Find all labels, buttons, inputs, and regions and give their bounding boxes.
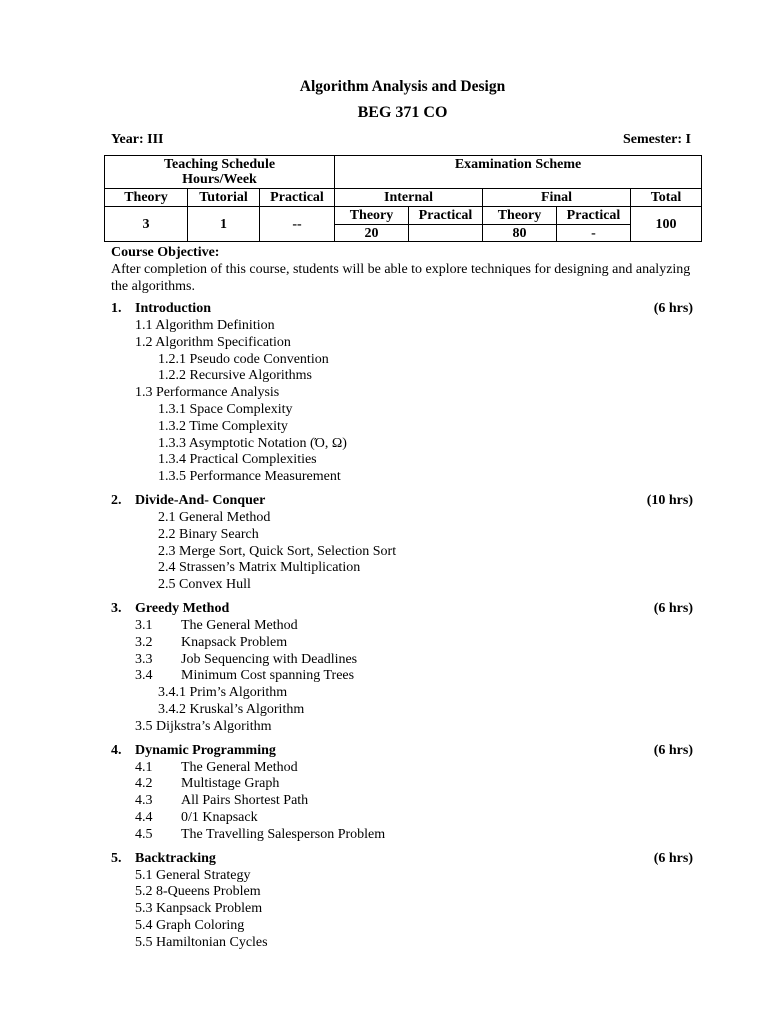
item-text: 2.2 Binary Search: [158, 526, 259, 542]
item-number: 4.1: [135, 759, 153, 775]
list-item: [111, 635, 693, 652]
item-text: Job Sequencing with Deadlines: [181, 651, 358, 667]
item-number: 3.2: [135, 634, 153, 650]
item-number: 3.3: [135, 651, 153, 667]
item-text: The General Method: [181, 617, 298, 633]
objective-heading: Course Objective:: [111, 245, 220, 260]
item-text: 1.3.3 Asymptotic Notation (Ό, Ω): [158, 435, 347, 451]
list-item: [111, 469, 693, 486]
practical-header: Practical: [260, 189, 335, 207]
list-item: [111, 918, 693, 935]
syllabus-units: [111, 301, 693, 959]
item-text: 1.2.1 Pseudo code Convention: [158, 351, 329, 367]
tutorial-header: Tutorial: [188, 189, 260, 207]
list-item: [111, 436, 693, 453]
list-item: [111, 810, 693, 827]
schedule-table: [104, 155, 702, 242]
final-practical-header: Practical: [557, 207, 631, 225]
item-text: 1.2.2 Recursive Algorithms: [158, 368, 312, 384]
list-item: [111, 318, 693, 335]
item-text: 2.3 Merge Sort, Quick Sort, Selection Sort: [158, 543, 397, 559]
item-text: The Travelling Salesperson Problem: [181, 826, 386, 842]
item-number: 4.2: [135, 776, 153, 792]
list-item: [111, 719, 693, 736]
unit-hours: (6 hrs): [653, 600, 693, 616]
item-text: 3.4.2 Kruskal’s Algorithm: [158, 701, 305, 717]
unit-heading: [111, 601, 693, 618]
item-text: 1.3.1 Space Complexity: [158, 401, 293, 417]
list-item: [111, 402, 693, 419]
course-objective: [111, 245, 691, 295]
list-item: [111, 884, 693, 901]
unit-heading: [111, 493, 693, 510]
list-item: [111, 868, 693, 885]
theory-header: Theory: [105, 189, 188, 207]
item-text: 1.3.4 Practical Complexities: [158, 452, 317, 468]
item-text: All Pairs Shortest Path: [181, 793, 309, 809]
unit-number: 2.: [111, 492, 122, 508]
semester-label: Semester: I: [622, 132, 691, 147]
list-item: [111, 652, 693, 669]
unit-heading: [111, 851, 693, 868]
item-text: 5.3 Kanpsack Problem: [135, 901, 263, 917]
syllabus-unit: [111, 301, 693, 486]
syllabus-unit: [111, 601, 693, 736]
year-semester-line: [111, 132, 691, 149]
item-text: Knapsack Problem: [181, 634, 288, 650]
final-practical-marks: -: [557, 225, 631, 242]
unit-title: Introduction: [135, 301, 211, 316]
syllabus-unit: [111, 743, 693, 844]
course-title: Algorithm Analysis and Design: [299, 78, 506, 95]
unit-hours: (6 hrs): [653, 301, 693, 316]
item-number: 4.5: [135, 826, 153, 842]
item-text: The General Method: [181, 759, 298, 775]
unit-title: Dynamic Programming: [135, 742, 276, 758]
item-text: 1.3 Performance Analysis: [135, 385, 280, 401]
teaching-schedule-header: [105, 156, 335, 189]
syllabus-unit: [111, 493, 693, 594]
item-text: 3.5 Dijkstra’s Algorithm: [135, 718, 272, 734]
hours-week-label: Hours/Week: [182, 172, 257, 187]
list-item: [111, 527, 693, 544]
list-item: [111, 544, 693, 561]
item-number: 4.4: [135, 809, 153, 825]
list-item: [111, 368, 693, 385]
item-text: 1.1 Algorithm Definition: [135, 318, 275, 333]
unit-number: 4.: [111, 742, 122, 758]
item-text: 2.4 Strassen’s Matrix Multiplication: [158, 560, 361, 576]
unit-heading: [111, 743, 693, 760]
unit-hours: (10 hrs): [646, 492, 693, 508]
theory-hours-cell: 3: [105, 207, 188, 242]
list-item: [111, 510, 693, 527]
item-text: 1.3.5 Performance Measurement: [158, 469, 341, 485]
table-header-row-1: [105, 156, 702, 189]
unit-title: Greedy Method: [135, 600, 230, 616]
item-text: 1.2 Algorithm Specification: [135, 334, 291, 350]
item-text: 1.3.2 Time Complexity: [158, 418, 288, 434]
practical-hours-cell: --: [260, 207, 335, 242]
final-theory-marks: 80: [483, 225, 557, 242]
list-item: [111, 385, 693, 402]
list-item: [111, 685, 693, 702]
total-header: Total: [631, 189, 702, 207]
internal-theory-marks: 20: [335, 225, 409, 242]
objective-text: After completion of this course, students will be able to explore techniques for designing and analyzing the algorithms.: [111, 261, 691, 294]
list-item: [111, 827, 693, 844]
list-item: [111, 618, 693, 635]
item-text: 5.5 Hamiltonian Cycles: [135, 934, 268, 950]
syllabus-unit: [111, 851, 693, 952]
list-item: [111, 702, 693, 719]
tutorial-hours-cell: 1: [188, 207, 260, 242]
list-item: [111, 352, 693, 369]
internal-practical-header: Practical: [409, 207, 483, 225]
item-number: 3.4: [135, 668, 153, 684]
list-item: [111, 776, 693, 793]
internal-theory-header: Theory: [335, 207, 409, 225]
table-header-row-2: [105, 189, 702, 207]
teaching-schedule-label: Teaching Schedule: [163, 157, 276, 172]
unit-title: Backtracking: [135, 850, 216, 866]
item-text: Minimum Cost spanning Trees: [181, 668, 355, 684]
list-item: [111, 760, 693, 777]
unit-number: 5.: [111, 850, 122, 866]
item-text: 2.5 Convex Hull: [158, 577, 251, 593]
item-text: 5.2 8-Queens Problem: [135, 884, 261, 900]
list-item: [111, 901, 693, 918]
unit-hours: (6 hrs): [653, 850, 693, 866]
item-number: 3.1: [135, 617, 153, 633]
list-item: [111, 419, 693, 436]
list-item: [111, 668, 693, 685]
internal-practical-marks: [409, 225, 483, 242]
item-text: 5.1 General Strategy: [135, 867, 251, 883]
examination-scheme-header: Examination Scheme: [335, 156, 702, 189]
unit-heading: [111, 301, 693, 318]
unit-number: 3.: [111, 600, 122, 616]
item-number: 4.3: [135, 793, 153, 809]
list-item: [111, 335, 693, 352]
unit-hours: (6 hrs): [653, 742, 693, 758]
unit-title: Divide-And- Conquer: [135, 492, 266, 508]
list-item: [111, 452, 693, 469]
list-item: [111, 560, 693, 577]
item-text: 2.1 General Method: [158, 509, 271, 525]
item-text: Multistage Graph: [181, 776, 280, 792]
final-theory-header: Theory: [483, 207, 557, 225]
item-text: 0/1 Knapsack: [181, 809, 258, 825]
table-row-subheaders: [105, 207, 702, 225]
year-label: Year: III: [111, 132, 164, 147]
course-code: BEG 371 CO: [357, 104, 448, 121]
total-marks-cell: 100: [631, 207, 702, 242]
item-text: 5.4 Graph Coloring: [135, 917, 245, 933]
final-header: Final: [483, 189, 631, 207]
list-item: [111, 935, 693, 952]
list-item: [111, 577, 693, 594]
internal-header: Internal: [335, 189, 483, 207]
unit-number: 1.: [111, 301, 122, 316]
item-text: 3.4.1 Prim’s Algorithm: [158, 685, 288, 701]
list-item: [111, 793, 693, 810]
